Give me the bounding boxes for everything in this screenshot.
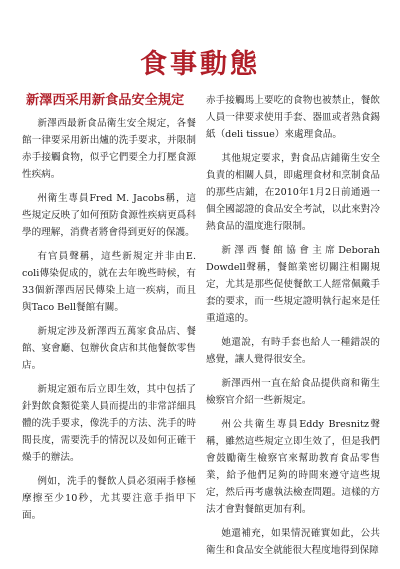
paragraph: 例如，洗手的餐飲人員必須兩手修極摩擦至少10秒，尤其要注意手指甲下面。 (22, 476, 196, 521)
paragraph: 新規定頒布后立即生效，其中包括了針對飲食類從業人員而提出的非常詳細具體的洗手要求，像洗手的方法、洗手的時間長度，需要洗手的情況以及如何正確干燥手的辦法。 (22, 384, 196, 463)
paragraph: 州衛生專員Fred M. Jacobs稱，這些規定反映了如何預防食源性疾病更爲科學的理解，消費者將會得到更好的保護。 (22, 193, 196, 238)
paragraph: 新規定涉及新澤西五萬家食品店、餐館、宴會廳、包辦伙食店和其他餐飲零售店。 (22, 326, 196, 371)
paragraph: 她還說，有時手套也給人一種錯誤的感覺，讓人覺得很安全。 (206, 337, 380, 365)
paragraph: 有官員聲稱，這些新規定并非由E. coli傳染促成的，就在去年晚些時候，有33個新澤西居民傳染上這一疾病，而且與Taco Bell餐館有關。 (22, 251, 196, 313)
paragraph: 赤手接觸馬上要吃的食物也被禁止，餐飲人員一律要求使用手套、器皿或者熟食錫紙（deli tissue）來處理食品。 (206, 95, 380, 140)
article-headline: 新澤西采用新食品安全規定 (26, 93, 185, 108)
left-column (22, 92, 196, 531)
paragraph: 州公共衛生專員Eddy Bresnitz聲稱，雖然這些規定立即生效了，但是我們會鼓勵衛生檢察官來幫助教育食品零售業，給予他們足夠的時間來遵守這些規定，然后再考慮執法檢查問題。這樣的方法才會對餐館更加有利。 (206, 419, 380, 515)
paragraph: 其他規定要求，對食品店鋪衛生安全負責的相關人員，即處理食材和烹制食品的那些店鋪，在2010年1月2日前通過一個全國認證的食品安全考試，以此來對冷熱食品的溫度進行限制。 (206, 153, 380, 232)
paragraph: 新澤西州一直在給食品提供商和衛生檢察官介紹一些新規定。 (206, 378, 380, 406)
right-column (206, 92, 380, 566)
paragraph: 新澤西餐館協會主席Deborah Dowdell聲稱，餐館業密切關注相關規定，尤其是那些促使餐飲工人經常佩戴手套的要求，而一些規定證明執行起來是任重道遠的。 (206, 245, 380, 324)
paragraph: 新澤西最新食品衛生安全規定，各餐館一律要采用新出爐的洗手要求，并限制赤手接觸食物，似乎它們要全力打壓食源性疾病。 (22, 118, 196, 180)
paragraph: 她還補充，如果情況確實如此，公共衛生和食品安全就能很大程度地得到保障 (206, 528, 380, 556)
page-title: 食事動態 (140, 49, 260, 80)
